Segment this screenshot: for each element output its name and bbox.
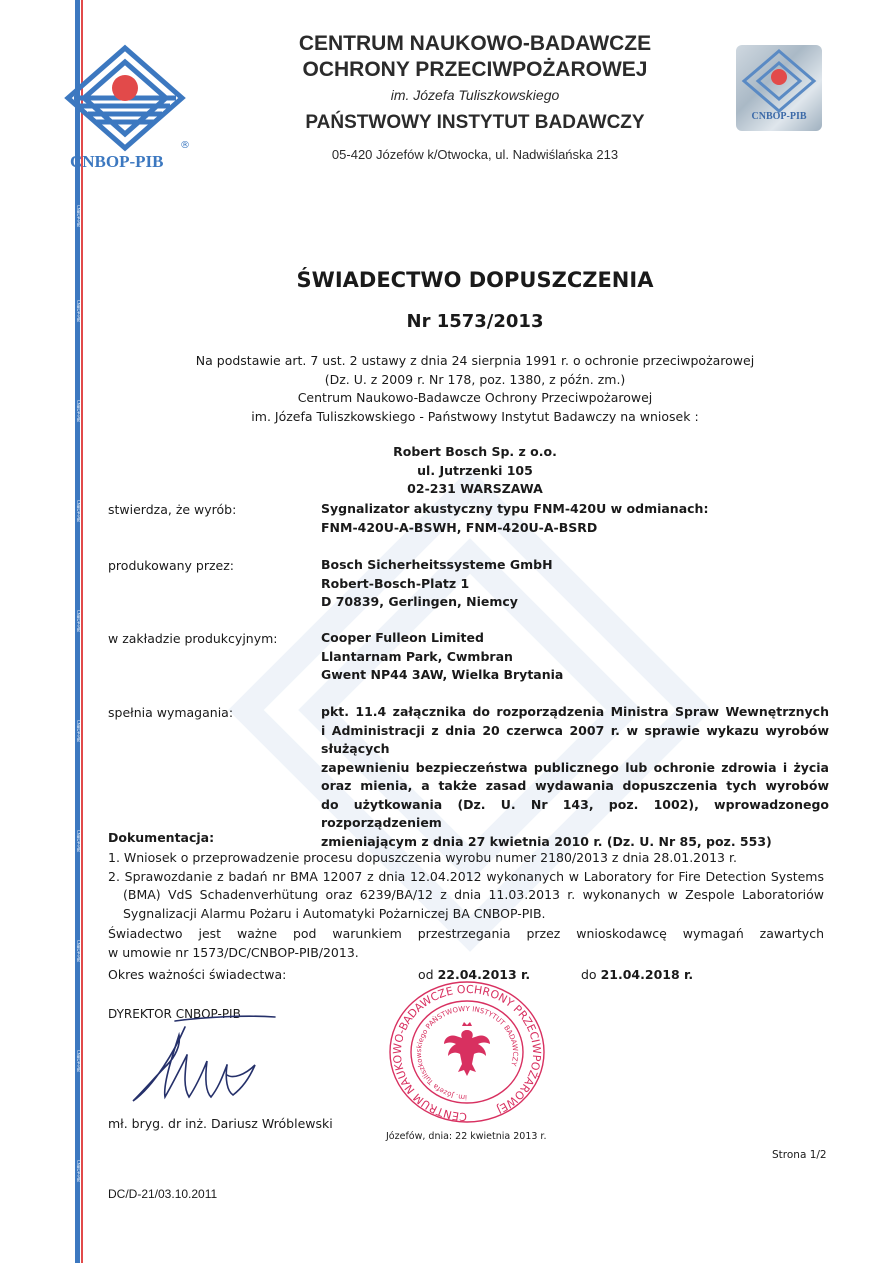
plant-line: Cooper Fulleon Limited <box>321 630 484 645</box>
documentation-item: 2. Sprawozdanie z badań nr BMA 12007 z dnia 12.04.2012 wykonanych w Laboratory for Fire Detection Systems <box>108 868 824 884</box>
validity-condition-line: w umowie nr 1573/DC/CNBOP-PIB/2013. <box>108 944 359 960</box>
plant-value <box>321 629 563 685</box>
institute-patron: im. Józefa Tuliszkowskiego <box>390 87 560 103</box>
documentation-heading: Dokumentacja: <box>108 830 215 845</box>
hologram-emblem <box>736 45 822 115</box>
plant-line: Gwent NP44 3AW, Wielka Brytania <box>321 667 564 682</box>
document-title: ŚWIADECTWO DOPUSZCZENIA <box>296 268 654 292</box>
signatory-title: DYREKTOR CNBOP-PIB <box>108 1007 241 1021</box>
validity-condition <box>108 925 824 962</box>
eagle-emblem <box>444 1022 490 1076</box>
documentation-item-cont: Sygnalizacji Alarmu Pożaru i Automatyki Pożarniczej BA CNBOP-PIB. <box>123 905 546 921</box>
preamble-line: im. Józefa Tuliszkowskiego - Państwowy Instytut Badawczy na wniosek : <box>251 408 699 424</box>
validity-to-prefix: do <box>581 967 597 982</box>
institute-address: 05-420 Józefów k/Otwocka, ul. Nadwiślańska 213 <box>331 147 619 162</box>
requirements-line: zapewnieniu bezpieczeństwa publicznego lub ochronie zdrowia i życia <box>321 759 829 775</box>
applicant-city: 02-231 WARSZAWA <box>407 481 543 496</box>
producer-value <box>321 556 553 612</box>
form-code: DC/D-21/03.10.2011 <box>108 1187 218 1201</box>
documentation-item-cont: (BMA) VdS Schadenverhütung oraz 6239/BA/12 z dnia 11.03.2013 r. wykonanych w Zespole Laboratoriów <box>123 887 824 902</box>
sidebar-microtext: CNBOP-PIB <box>76 500 81 522</box>
sidebar-microtext: CNBOP-PIB <box>76 720 81 742</box>
requirements-line: do użytkowania (Dz. U. Nr 143, poz. 1002), wprowadzonego rozporządzeniem <box>321 796 829 830</box>
plant-line: Llantarnam Park, Cwmbran <box>321 648 513 664</box>
certificate-number: Nr 1573/2013 <box>406 311 544 332</box>
producer-label: produkowany przez: <box>108 558 235 573</box>
validity-from-prefix: od <box>418 967 434 982</box>
sidebar-microtext: CNBOP-PIB <box>76 1050 81 1072</box>
applicant-name: Robert Bosch Sp. z o.o. <box>393 444 557 459</box>
preamble-line: Na podstawie art. 7 ust. 2 ustawy z dnia 24 sierpnia 1991 r. o ochronie przeciwpożarowej <box>195 353 755 368</box>
producer-line: Bosch Sicherheitssysteme GmbH <box>321 557 553 572</box>
institute-name-line1: CENTRUM NAUKOWO-BADAWCZE <box>298 32 652 55</box>
requirements-line: oraz mienia, a także zasad wydawania dopuszczenia tych wyrobów <box>321 778 829 793</box>
validity-to <box>581 967 693 982</box>
sidebar-microtext: CNBOP-PIB <box>76 205 81 227</box>
logo-caption: CNBOP-PIB <box>70 152 164 171</box>
hologram-caption: CNBOP-PIB <box>751 111 807 122</box>
validity-to-date: 21.04.2018 r. <box>600 967 694 982</box>
handwritten-signature <box>115 1005 285 1115</box>
validity-label: Okres ważności świadectwa: <box>108 967 287 982</box>
preamble-line: (Dz. U. z 2009 r. Nr 178, poz. 1380, z późn. zm.) <box>324 371 626 387</box>
cnbop-logo <box>60 40 190 180</box>
stamp-inner-text: im. Józefa Tuliszkowskiego PAŃSTWOWY INSTYTUT BADAWCZY <box>414 1004 520 1102</box>
preamble-line: Centrum Naukowo-Badawcze Ochrony Przeciwpożarowej <box>297 390 653 405</box>
validity-from-date: 22.04.2013 r. <box>437 967 531 982</box>
documentation-list <box>108 849 824 923</box>
cnbop-logo-emblem <box>60 40 190 160</box>
product-line: Sygnalizator akustyczny typu FNM-420U w odmianach: <box>321 501 709 516</box>
preamble <box>150 352 800 426</box>
product-line: FNM-420U-A-BSWH, FNM-420U-A-BSRD <box>321 519 598 535</box>
applicant-street: ul. Jutrzenki 105 <box>417 462 533 478</box>
requirements-line: pkt. 11.4 załącznika do rozporządzenia Ministra Spraw Wewnętrznych <box>321 704 829 719</box>
sidebar-microtext: CNBOP-PIB <box>76 1160 81 1182</box>
place-and-date: Józefów, dnia: 22 kwietnia 2013 r. <box>386 1131 547 1142</box>
sidebar-stripe-red <box>81 0 83 1263</box>
page-number: Strona 1/2 <box>772 1149 827 1161</box>
requirements-line: i Administracji z dnia 20 czerwca 2007 r. w sprawie wykazu wyrobów służących <box>321 722 829 756</box>
sidebar-microtext: CNBOP-PIB <box>76 610 81 632</box>
sidebar-microtext: CNBOP-PIB <box>76 400 81 422</box>
institute-status: PAŃSTWOWY INSTYTUT BADAWCZY <box>305 112 645 133</box>
sidebar-microtext: CNBOP-PIB <box>76 300 81 322</box>
sidebar-microtext: CNBOP-PIB <box>76 830 81 852</box>
registered-mark: ® <box>180 140 190 151</box>
applicant-block <box>300 443 650 499</box>
stamp-outer-text: CENTRUM NAUKOWO-BADAWCZE OCHRONY PRZECIWPOŻAROWEJ <box>390 982 544 1124</box>
requirements-label: spełnia wymagania: <box>108 705 234 720</box>
documentation-item: 1. Wniosek o przeprowadzenie procesu dopuszczenia wyrobu numer 2180/2013 z dnia 28.01.2013 r. <box>108 850 737 865</box>
validity-condition-line: Świadectwo jest ważne pod warunkiem przestrzegania przez wnioskodawcę wymagań zawartych <box>108 926 824 941</box>
plant-label: w zakładzie produkcyjnym: <box>108 631 278 646</box>
product-value <box>321 500 708 537</box>
requirements-line: zmieniającym z dnia 27 kwietnia 2010 r. (Dz. U. Nr 85, poz. 553) <box>321 833 772 849</box>
requirements-value <box>321 703 829 851</box>
sidebar-microtext: CNBOP-PIB <box>76 940 81 962</box>
official-stamp <box>386 978 548 1125</box>
hologram-seal <box>736 45 822 131</box>
signatory-name: mł. bryg. dr inż. Dariusz Wróblewski <box>108 1116 333 1131</box>
institute-name-line2: OCHRONY PRZECIWPOŻAROWEJ <box>302 58 648 81</box>
product-label: stwierdza, że wyrób: <box>108 502 237 517</box>
producer-line: Robert-Bosch-Platz 1 <box>321 575 470 591</box>
producer-line: D 70839, Gerlingen, Niemcy <box>321 594 518 609</box>
